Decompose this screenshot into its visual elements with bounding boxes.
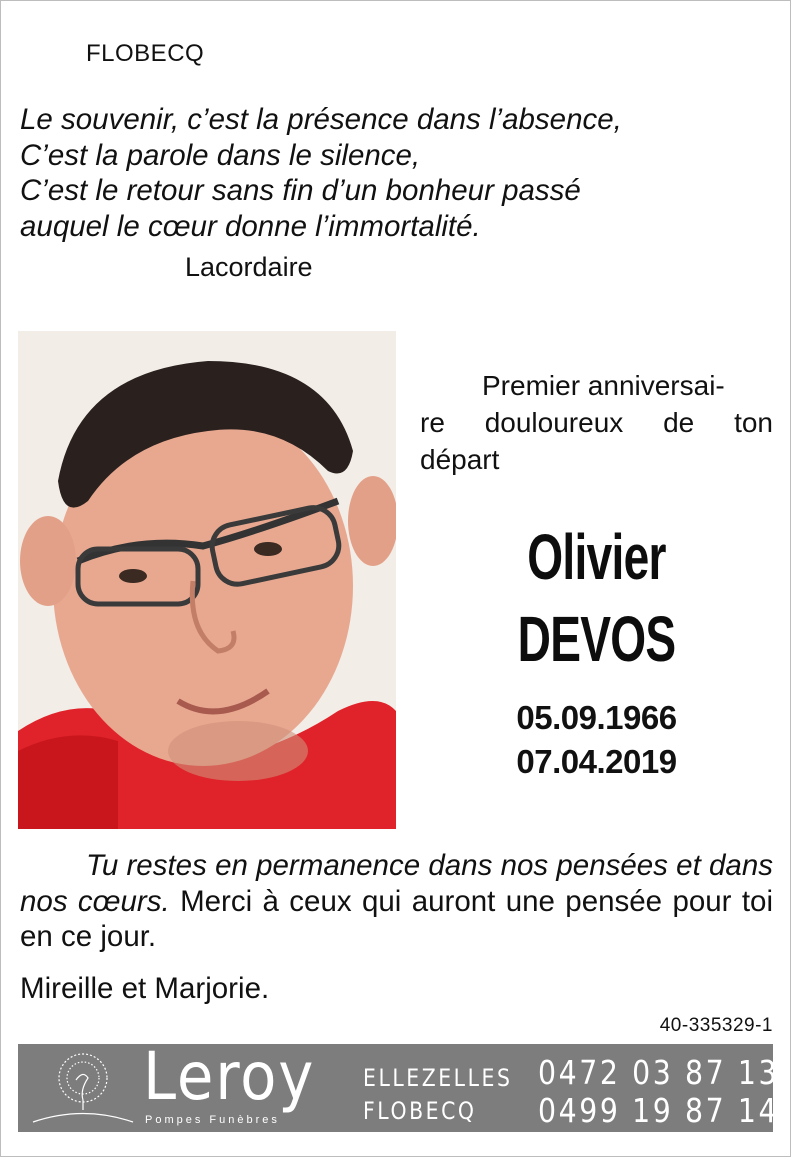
portrait-photo bbox=[18, 331, 396, 829]
branch-town: ELLEZELLES bbox=[363, 1064, 513, 1092]
portrait-illustration bbox=[18, 331, 396, 829]
branch-phone: 0472 03 87 13 bbox=[538, 1053, 780, 1092]
poem-line: C’est la parole dans le silence, bbox=[20, 138, 421, 172]
anniversary-text bbox=[420, 367, 773, 478]
reference-number: 40-335329-1 bbox=[659, 1015, 773, 1036]
tribute-plain: Merci à ceux qui auront une pensée pour toi en ce jour. bbox=[20, 884, 773, 953]
poem-line: C’est le retour sans fin d’un bonheur passé bbox=[20, 174, 581, 207]
branch-phones bbox=[538, 1054, 779, 1130]
branch-towns bbox=[363, 1062, 512, 1128]
anniversary-word: douloureux bbox=[484, 407, 624, 438]
header-town: FLOBECQ bbox=[86, 40, 205, 67]
branch-town: FLOBECQ bbox=[363, 1097, 477, 1125]
tribute-italic: Tu restes en permanence dans nos pensées et dans nos cœurs. bbox=[20, 849, 773, 918]
anniversary-word: re bbox=[420, 407, 445, 438]
poem-line: Le souvenir, c’est la présence dans l’absence, bbox=[20, 103, 622, 136]
anniversary-line bbox=[420, 404, 773, 441]
anniversary-line: Premier anniversai- bbox=[482, 370, 725, 401]
birth-date: 05.09.1966 bbox=[516, 699, 677, 736]
funeral-home-banner bbox=[18, 1038, 780, 1132]
poem-author: Lacordaire bbox=[185, 252, 313, 282]
signature: Mireille et Marjorie. bbox=[20, 972, 270, 1005]
first-name: Olivier bbox=[527, 521, 666, 593]
tribute-message bbox=[20, 848, 773, 955]
funeral-home-brand: Leroy bbox=[143, 1038, 316, 1115]
anniversary-word: ton bbox=[734, 407, 773, 438]
anniversary-word: de bbox=[663, 407, 695, 438]
poem-line: auquel le cœur donne l’immortalité. bbox=[20, 209, 481, 243]
tree-logo-icon bbox=[28, 1050, 138, 1126]
death-date: 07.04.2019 bbox=[516, 743, 677, 780]
funeral-home-subtitle: Pompes Funèbres bbox=[145, 1114, 280, 1126]
poem bbox=[20, 102, 622, 244]
anniversary-line: départ bbox=[420, 444, 500, 475]
last-name: DEVOS bbox=[517, 603, 676, 675]
branch-phone: 0499 19 87 14 bbox=[538, 1091, 780, 1130]
